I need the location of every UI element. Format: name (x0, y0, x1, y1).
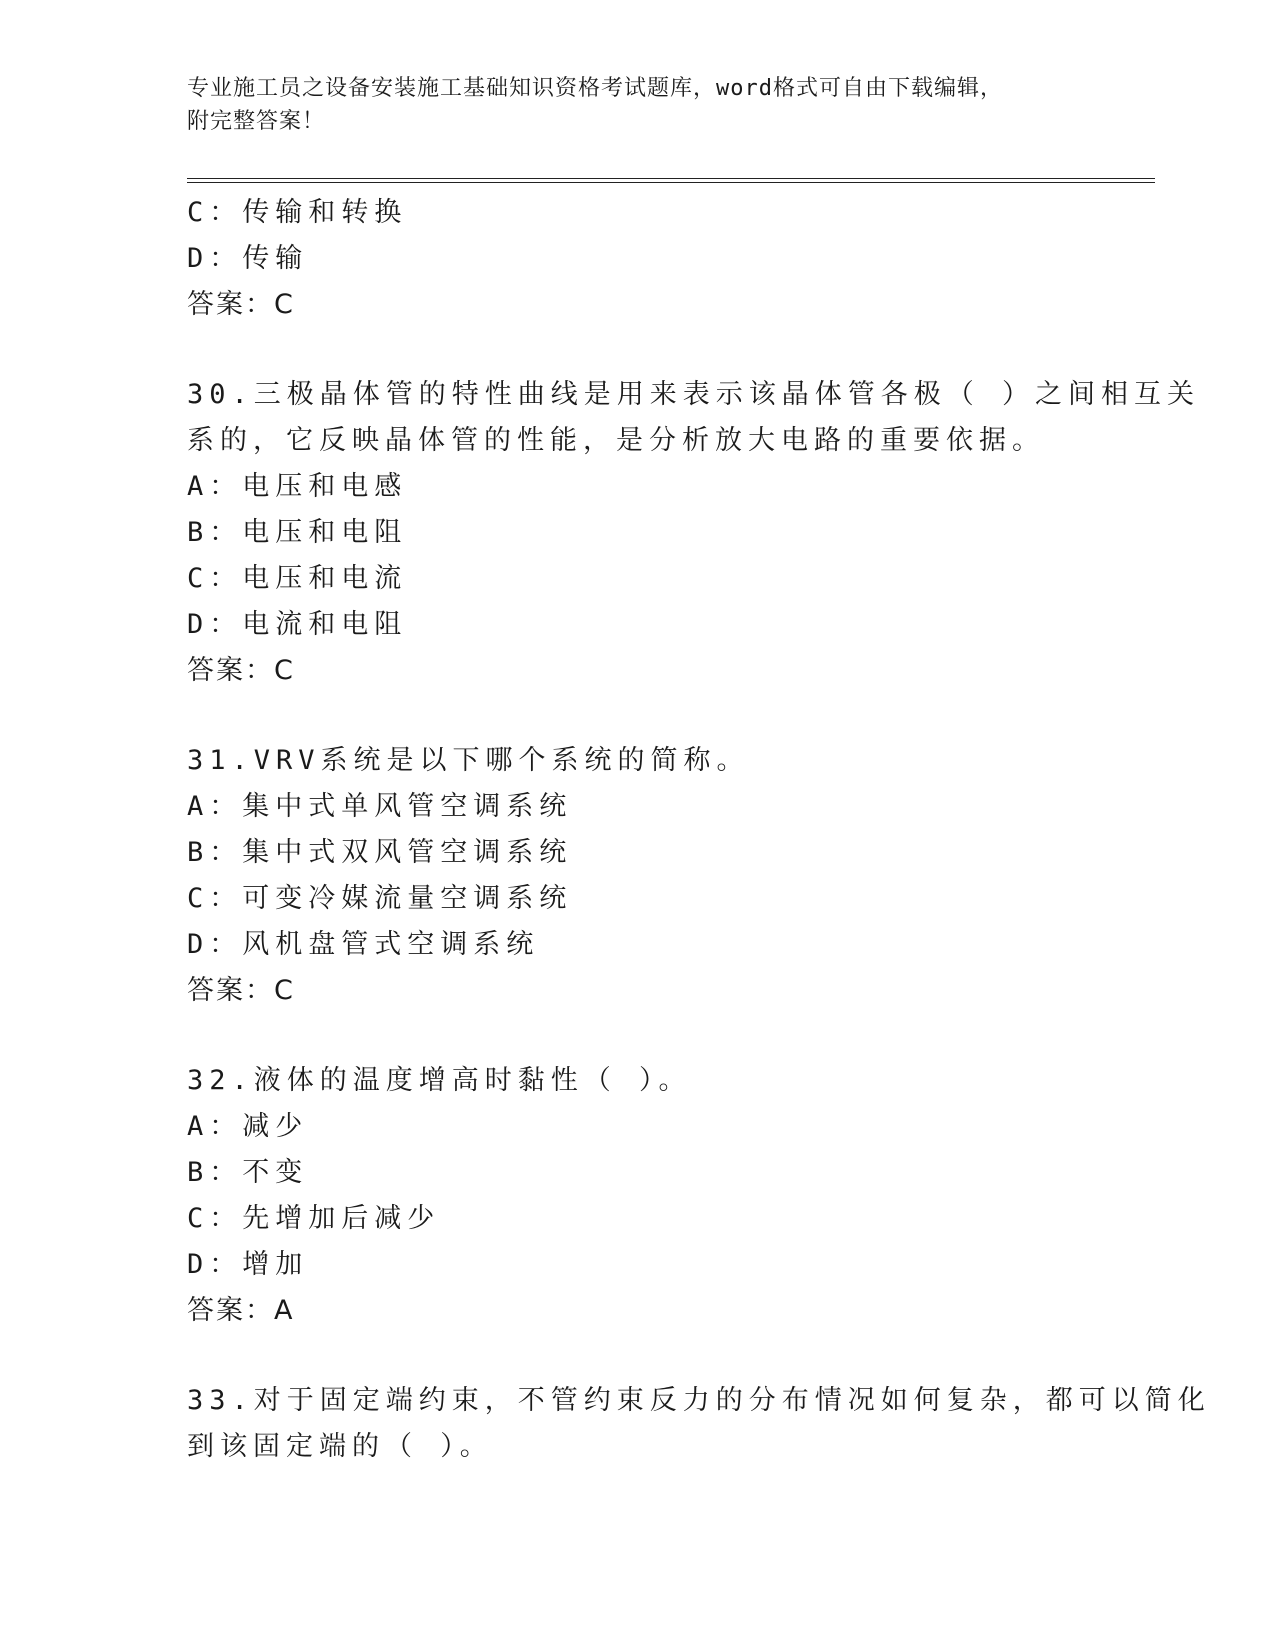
option-b: B：集中式双风管空调系统 (187, 837, 573, 868)
option-c: C：电压和电流 (187, 563, 408, 594)
question-text-line: 32.液体的温度增高时黏性（ ）。 (187, 1065, 692, 1096)
option-d: D：电流和电阻 (187, 609, 408, 640)
option-d: D：风机盘管式空调系统 (187, 929, 540, 960)
option-d: D：传输 (187, 243, 309, 274)
option-a: A：集中式单风管空调系统 (187, 791, 573, 822)
header-divider (187, 178, 1155, 183)
question-32 (187, 1058, 1087, 1334)
header-line-1: 专业施工员之设备安装施工基础知识资格考试题库，word格式可自由下载编辑， (187, 76, 1003, 101)
answer-line: 答案：C (187, 655, 295, 686)
option-c: C：先增加后减少 (187, 1203, 441, 1234)
question-text-line: 30.三极晶体管的特性曲线是用来表示该晶体管各极（ ）之间相互关 (187, 379, 1201, 410)
option-b: B：电压和电阻 (187, 517, 408, 548)
answer-line: 答案：C (187, 975, 295, 1006)
header-line-2: 附完整答案！ (187, 109, 326, 134)
question-text-line: 到该固定端的（ ）。 (187, 1431, 493, 1462)
option-d: D：增加 (187, 1249, 309, 1280)
question-30 (187, 372, 1201, 694)
answer-line: 答案：A (187, 1295, 295, 1326)
question-text-line: 系的，它反映晶体管的性能，是分析放大电路的重要依据。 (187, 425, 1045, 456)
option-a: A：电压和电感 (187, 471, 408, 502)
option-b: B：不变 (187, 1157, 309, 1188)
option-c: C：传输和转换 (187, 197, 408, 228)
prev-question-block (187, 190, 1087, 328)
question-text-line: 33.对于固定端约束，不管约束反力的分布情况如何复杂，都可以简化 (187, 1385, 1211, 1416)
question-text-line: 31.VRV系统是以下哪个系统的简称。 (187, 745, 750, 776)
document-header (187, 72, 1057, 138)
question-31 (187, 738, 1087, 1014)
answer-line: 答案：C (187, 289, 295, 320)
question-33 (187, 1378, 1211, 1470)
question-list (187, 190, 1211, 1470)
option-c: C：可变冷媒流量空调系统 (187, 883, 573, 914)
option-a: A：减少 (187, 1111, 309, 1142)
